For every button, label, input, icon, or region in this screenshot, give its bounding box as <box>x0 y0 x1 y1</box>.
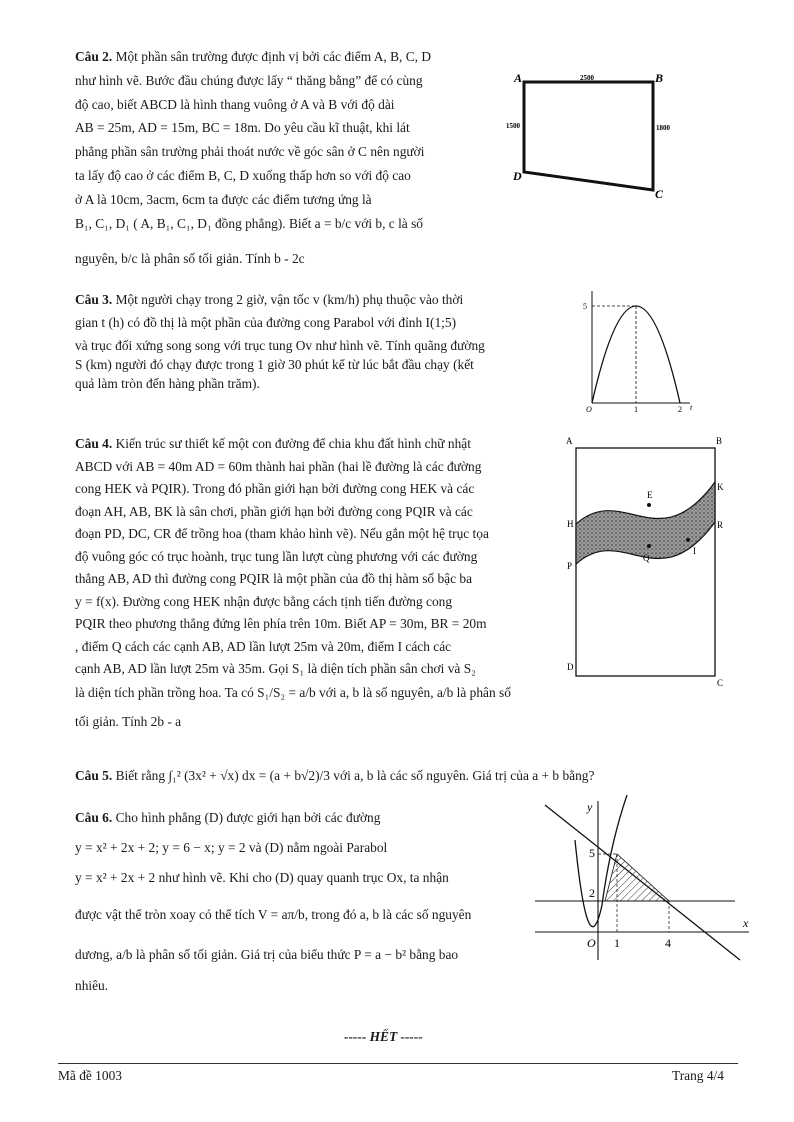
q4-figure-land <box>563 432 733 692</box>
label-5: 5 <box>583 302 587 311</box>
q2-line-3: độ cao, biết ABCD là hình thang vuông ở A và B với độ dài <box>75 97 395 112</box>
fig-label-a: A <box>514 71 523 85</box>
q3-line-1: Câu 3. Một người chạy trong 2 giờ, vận tốc v (km/h) phụ thuộc vào thời <box>75 292 464 307</box>
q4-line-7: thẳng AB, AD thì đường cong PQIR là một phần của đồ thị hàm số bậc ba <box>75 571 473 586</box>
q3-line-5: quả làm tròn đến hàng phần trăm). <box>75 376 260 391</box>
q4-line-11: cạnh AB, AD lần lượt 25m và 35m. Gọi S₁ là diện tích phần sân chơi và S₂ <box>75 661 476 676</box>
q6-line-6: nhiêu. <box>75 978 109 993</box>
q2-line-1: Câu 2. Một phần sân trường được định vị bởi các điểm A, B, C, D <box>75 49 432 64</box>
fig-length-right: 1800 <box>656 124 670 132</box>
fig-label-d: D <box>513 169 522 183</box>
q3-line-2: gian t (h) có đồ thị là một phần của đường cong Parabol với đỉnh I(1;5) <box>75 315 457 330</box>
fig-label-c: C <box>655 187 664 201</box>
trapezoid-abcd <box>524 82 653 190</box>
label-2: 2 <box>678 405 682 414</box>
label-c: C <box>717 678 724 688</box>
label-a: A <box>566 436 573 446</box>
q2-label: Câu 2. <box>75 49 113 64</box>
q5-text: Biết rằng ∫₁² (3x² + √x) dx = (a + b√2)/3 với a, b là các số nguyên. Giá trị của a + b bằng? <box>115 768 595 783</box>
label-h: H <box>567 519 574 529</box>
q6-line-1: Câu 6. Cho hình phẳng (D) được giới hạn bởi các đường <box>75 810 381 825</box>
q2-line-2: như hình vẽ. Bước đầu chúng được lấy “ thăng bằng” để có cùng <box>75 73 423 88</box>
label-i: I <box>693 546 696 556</box>
q2-line-4: AB = 25m, AD = 15m, BC = 18m. Do yêu cầu kĩ thuật, khi lát <box>75 120 410 135</box>
q6-line-3: y = x² + 2x + 2 như hình vẽ. Khi cho (D) quay quanh trục Ox, ta nhận <box>75 870 449 885</box>
q2-line-8: B₁, C₁, D₁ ( A, B₁, C₁, D₁ đồng phẳng). Biết a = b/c với b, c là số <box>75 216 423 231</box>
label-4: 4 <box>665 936 671 950</box>
label-r: R <box>717 520 724 530</box>
label-q: Q <box>643 553 650 563</box>
q6-figure-region <box>535 795 757 965</box>
q2-line-5: phẳng phần sân trường phải thoát nước về góc sân ở C nên người <box>75 144 425 159</box>
label-2: 2 <box>589 886 595 900</box>
q4-line-13: tối giản. Tính 2b - a <box>75 714 182 729</box>
label-e: E <box>647 490 653 500</box>
q2-line-9: nguyên, b/c là phân số tối giản. Tính b - 2c <box>75 251 305 266</box>
exam-code: Mã đề 1003 <box>58 1068 122 1083</box>
end-mark: ----- HẾT ----- <box>344 1029 423 1044</box>
q4-line-5: đoạn PD, DC, CR để trồng hoa (tham khảo hình vẽ). Nếu gắn một hệ trục tọa <box>75 526 489 541</box>
q4-line-8: y = f(x). Đường cong HEK nhận được bằng cách tịnh tiến đường cong <box>75 594 453 609</box>
q4-line-10: , điểm Q cách các cạnh AB, AD lần lượt 25m và 20m, điểm I cách các <box>75 639 452 654</box>
q4-line-12: là diện tích phần trồng hoa. Ta có S₁/S₂ = a/b với a, b là số nguyên, a/b là phân số <box>75 685 511 700</box>
q2-line-6: ta lấy độ cao ở các điểm B, C, D xuống thấp hơn so với độ cao <box>75 168 411 183</box>
label-b: B <box>716 436 723 446</box>
label-p: P <box>567 561 573 571</box>
q2-line-7: ở A là 10cm, 3acm, 6cm ta được các điểm tương ứng là <box>75 192 372 207</box>
footer-divider <box>58 1063 738 1064</box>
label-5: 5 <box>589 846 595 860</box>
label-y: y <box>587 800 593 814</box>
q4-line-9: PQIR theo phương thẳng đứng lên phía trên 10m. Biết AP = 30m, BR = 20m <box>75 616 487 631</box>
fig-length-left: 1500 <box>506 122 520 130</box>
q6-line-4: được vật thể tròn xoay có thể tích V = aπ/b, trong đó a, b là các số nguyên <box>75 907 472 922</box>
q3-line-4: S (km) người đó chạy được trong 1 giờ 30 phút kể từ lúc bắt đầu chạy (kết <box>75 357 474 372</box>
label-x: x <box>743 916 749 930</box>
q6-label: Câu 6. <box>75 810 113 825</box>
q4-line-1: Câu 4. Kiến trúc sư thiết kế một con đường để chia khu đất hình chữ nhật <box>75 436 471 451</box>
label-1: 1 <box>634 405 638 414</box>
q4-line-4: đoạn AH, AB, BK là sân chơi, phần giới hạn bởi đường cong PQIR và các <box>75 504 473 519</box>
label-1: 1 <box>614 936 620 950</box>
q5-label: Câu 5. <box>75 768 113 783</box>
label-origin: O <box>587 936 596 950</box>
q3-line-3: và trục đối xứng song song với trục tung Ov như hình vẽ. Tính quãng đường <box>75 338 485 353</box>
fig-label-b: B <box>655 71 664 85</box>
q6-line-2: y = x² + 2x + 2; y = 6 − x; y = 2 và (D) nằm ngoài Parabol <box>75 840 388 855</box>
q3-label: Câu 3. <box>75 292 113 307</box>
q4-label: Câu 4. <box>75 436 113 451</box>
question-5 <box>75 766 594 786</box>
point-e <box>647 503 651 507</box>
point-q <box>647 544 651 548</box>
q4-line-6: độ vuông góc có trục hoành, trục tung lần lượt cùng phương với các đường <box>75 549 478 564</box>
fig-length-top: 2500 <box>580 74 594 82</box>
q3-figure-parabola <box>578 285 698 415</box>
label-origin: O <box>586 405 592 414</box>
q4-line-2: ABCD với AB = 40m AD = 60m thành hai phần (hai lề đường là các đường <box>75 459 482 474</box>
q6-line-5: dương, a/b là phân số tối giản. Giá trị của biểu thức P = a − b² bằng bao <box>75 947 459 962</box>
label-t: t <box>690 403 693 412</box>
page-number: Trang 4/4 <box>672 1068 724 1083</box>
point-i <box>686 538 690 542</box>
q2-figure-trapezoid <box>500 68 675 203</box>
label-d: D <box>567 662 574 672</box>
label-k: K <box>717 482 724 492</box>
q4-line-3: cong HEK và PQIR). Trong đó phần giới hạn bởi đường cong HEK và các <box>75 481 475 496</box>
